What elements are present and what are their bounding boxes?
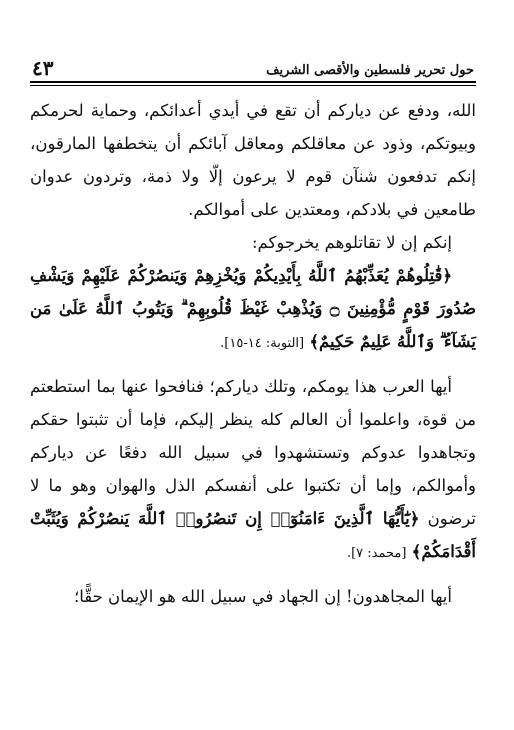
header-rule-thin xyxy=(30,85,476,86)
paragraph-4 xyxy=(30,370,476,570)
running-title: حول تحرير فلسطين والأقصى الشريف xyxy=(266,63,474,78)
page-body xyxy=(30,94,476,613)
paragraph-5: أيها المجاهدون! إن الجهاد في سبيل الله هو الإيمان حقًّا؛ xyxy=(73,587,452,606)
verse-block-1 xyxy=(30,259,476,360)
paragraph-2: إنكم إن لا تقاتلوهم يخرجوكم: xyxy=(251,233,452,252)
quran-verse-2: ﴿يَٰٓأَيُّهَا ٱلَّذِينَ ءَامَنُوٓا۟ إِن تَنصُرُوا۟ ٱللَّهَ يَنصُرْكُمْ وَيُثَبِّتْ أَقْدَامَكُمْ﴾ xyxy=(30,509,476,561)
quran-verse-1: ﴿قَٰتِلُوهُمْ يُعَذِّبْهُمُ ٱللَّهُ بِأَيْدِيكُمْ وَيُخْزِهِمْ وَيَنصُرْكُمْ عَلَيْهِمْ وَيَشْفِ صُدُورَ قَوْمٍ مُّؤْمِنِينَ ۝ وَيُذْهِبْ غَيْظَ قُلُوبِهِمْ ۗ وَيَتُوبُ ٱللَّهُ عَلَىٰ مَن يَشَآءُ ۗ وَٱللَّهُ عَلِيمٌ حَكِيمٌ﴾ xyxy=(30,266,477,351)
header-rule xyxy=(30,81,476,83)
paragraph-1: الله، ودفع عن دياركم أن تقع في أيدي أعدائكم، وحماية لحرمكم وبيوتكم، وذود عن معاقلكم ومعاقل آبائكم أن يتخطفها المارقون، إنكم تدفعون شنآن قوم لا يرعون إلّا ولا ذمة، وتردون عدوان طامعين في بلادكم، ومعتدين على أموالكم. xyxy=(30,101,476,219)
running-header xyxy=(32,52,474,78)
verse-reference-2: [محمد: ٧]. xyxy=(346,546,407,561)
paragraph-4-text: أيها العرب هذا يومكم، وتلك دياركم؛ فنافحوا عنها بما استطعتم من قوة، واعلموا أن العالم كله ينظر إليكم، فإما أن تثبتوا حقكم وتجاهدوا عدوكم وتستشهدوا في سبيل الله دفعًا عن دياركم وأموالكم، وإما أن تكتبوا على أنفسكم الذل والهوان وهو ما لا ترضون xyxy=(30,377,476,528)
page-number: ٤٣ xyxy=(32,56,54,80)
verse-reference-1: [التوبة: ١٤-١٥]. xyxy=(220,336,305,351)
